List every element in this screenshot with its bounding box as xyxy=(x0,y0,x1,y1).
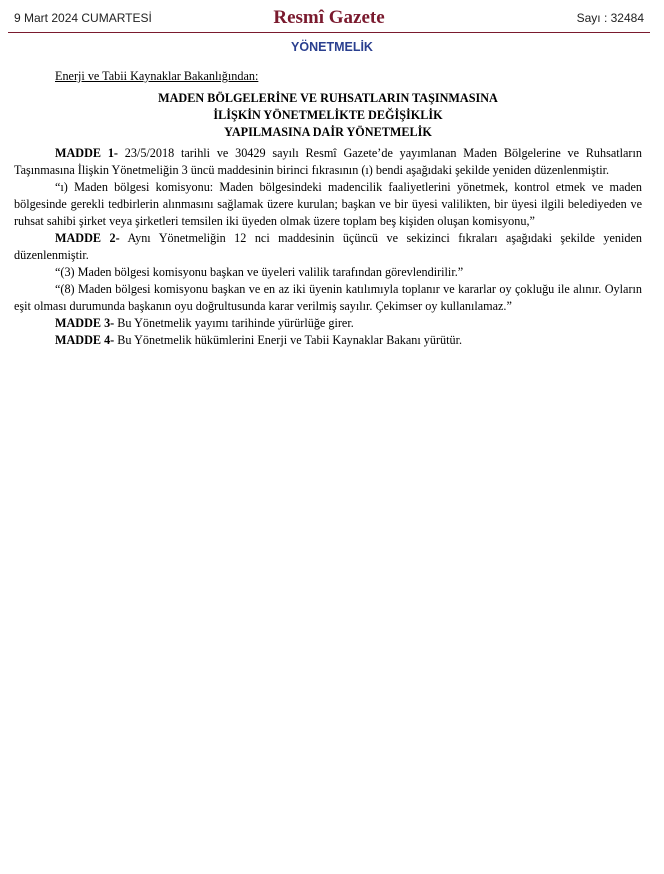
article-1-quote: “ı) Maden bölgesi komisyonu: Maden bölgesindeki madencilik faaliyetlerini yönetmek, kontrol etmek ve maden bölgesinde gerekli tedbirlerin alınmasını sağlamak üzere kurulan; başkan ve bir üyesi valilikten, bir üyesi ilgili belediyeden ve ruhsat sahibi şirket veya şirketleri temsilen iki üyeden olmak üzere toplam beş kişiden oluşan komisyonu,” xyxy=(14,180,642,228)
regulation-body xyxy=(14,68,642,349)
article-label: MADDE 2- xyxy=(55,231,120,245)
article-label: MADDE 3- xyxy=(55,316,115,330)
gazette-title: Resmî Gazete xyxy=(273,7,385,28)
article-label: MADDE 1- xyxy=(55,146,118,160)
article-1 xyxy=(14,145,642,179)
article-label: MADDE 4- xyxy=(55,333,115,347)
article-text: Aynı Yönetmeliğin 12 nci maddesinin üçüncü ve sekizinci fıkraları aşağıdaki şekilde yeniden düzenlenmiştir. xyxy=(14,231,642,262)
article-4 xyxy=(14,332,642,349)
article-2-quote-8: “(8) Maden bölgesi komisyonu başkan ve en az iki üyenin katılımıyla toplanır ve kararlar oy çokluğu ile alınır. Oyların eşit olması durumunda başkanın oyu doğrultusunda karar verilmiş sayılır. Çekimser oy kullanılamaz.” xyxy=(14,282,642,313)
issue-number: Sayı : 32484 xyxy=(576,11,644,25)
gazette-header xyxy=(8,6,650,33)
article-2 xyxy=(14,230,642,264)
issue-date: 9 Mart 2024 CUMARTESİ xyxy=(14,11,152,25)
regulation-title-line: İLİŞKİN YÖNETMELİKTE DEĞİŞİKLİK xyxy=(213,108,443,122)
article-text: 23/5/2018 tarihli ve 30429 sayılı Resmî Gazete’de yayımlanan Maden Bölgelerine ve Ruhsatların Taşınmasına İlişkin Yönetmeliğin 3 üncü maddesinin birinci fıkrasının (ı) bendi aşağıdaki şekilde yeniden düzenlenmiştir. xyxy=(14,146,642,177)
article-2-quote-3: “(3) Maden bölgesi komisyonu başkan ve üyeleri valilik tarafından görevlendirilir.” xyxy=(55,265,464,279)
regulation-title xyxy=(14,90,642,141)
issuing-ministry: Enerji ve Tabii Kaynaklar Bakanlığından: xyxy=(55,69,259,83)
regulation-title-line: MADEN BÖLGELERİNE VE RUHSATLARIN TAŞINMASINA xyxy=(158,91,498,105)
section-title: YÖNETMELİK xyxy=(291,40,373,54)
article-text: Bu Yönetmelik hükümlerini Enerji ve Tabii Kaynaklar Bakanı yürütür. xyxy=(114,333,463,347)
regulation-title-line: YAPILMASINA DAİR YÖNETMELİK xyxy=(224,125,432,139)
article-3 xyxy=(14,315,642,332)
article-text: Bu Yönetmelik yayımı tarihinde yürürlüğe girer. xyxy=(114,316,354,330)
